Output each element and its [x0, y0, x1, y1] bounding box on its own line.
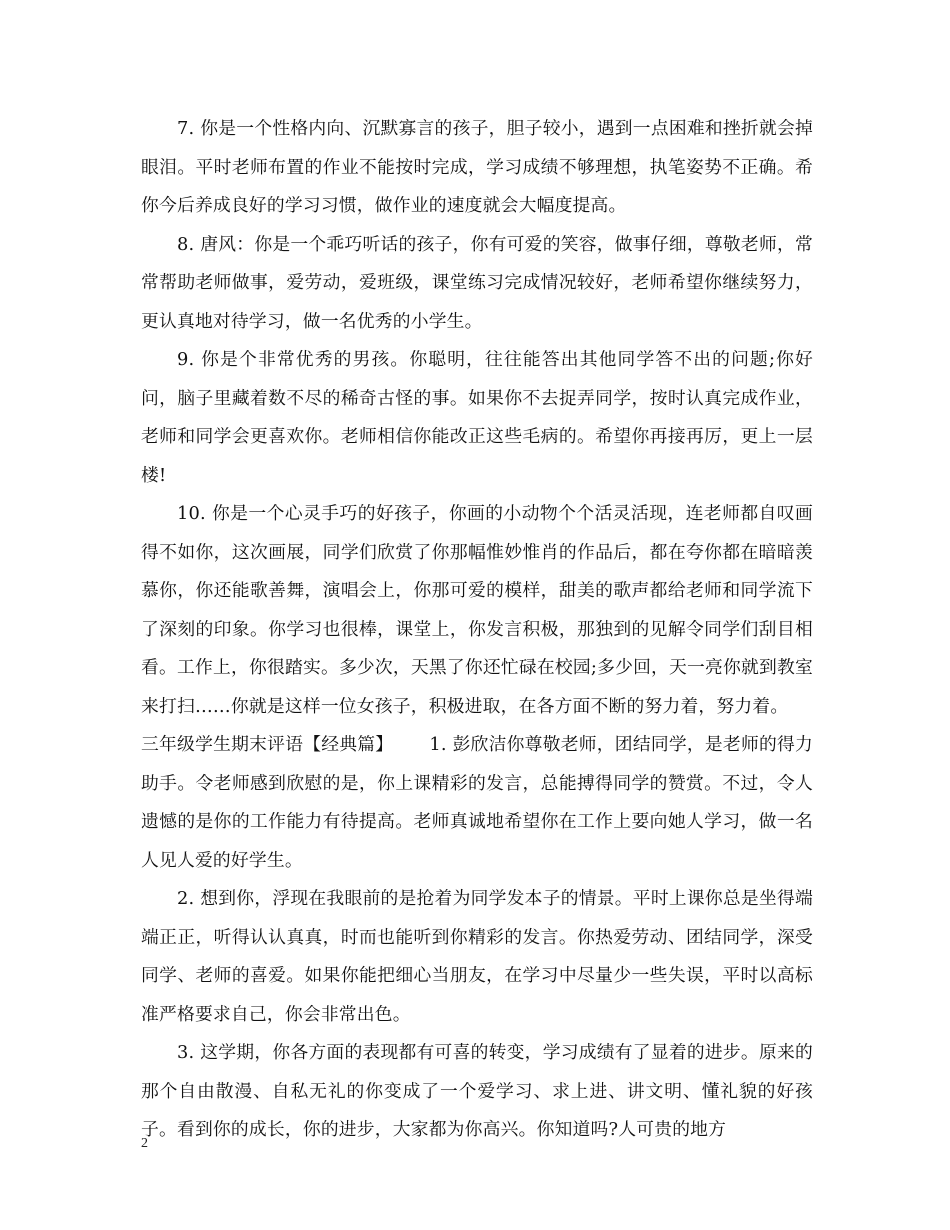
paragraph-8: 8. 唐风：你是一个乖巧听话的孩子，你有可爱的笑容，做事仔细，尊敬老师，常常帮助老师做事，爱劳动，爱班级，课堂练习完成情况较好，老师希望你继续努力，更认真地对待学习，做一名优秀的小学生。 — [141, 233, 813, 332]
section-heading: 三年级学生期末评语【经典篇】 — [141, 734, 394, 755]
paragraph-10: 10. 你是一个心灵手巧的好孩子，你画的小动物个个活灵活现，连老师都自叹画得不如你，这次画展，同学们欣赏了你那幅惟妙惟肖的作品后，都在夸你都在暗暗羡慕你，你还能歌善舞，演唱会上，你那可爱的模样，甜美的歌声都给老师和同学流下了深刻的印象。你学习也很棒，课堂上，你发言积极，那独到的见解令同学们刮目相看。工作上，你很踏实。多少次，天黑了你还忙碌在校园;多少回，天一亮你就到教室来打扫……你就是这样一位女孩子，积极进取，在各方面不断的努力着，努力着。 — [141, 503, 813, 717]
paragraph-9: 9. 你是个非常优秀的男孩。你聪明，往往能答出其他同学答不出的问题;你好问，脑子里藏着数不尽的稀奇古怪的事。如果你不去捉弄同学，按时认真完成作业，老师和同学会更喜欢你。老师相信你能改正这些毛病的。希望你再接再厉，更上一层楼! — [141, 349, 813, 486]
paragraph-7: 7. 你是一个性格内向、沉默寡言的孩子，胆子较小，遇到一点困难和挫折就会掉眼泪。平时老师布置的作业不能按时完成，学习成绩不够理想，执笔姿势不正确。希你今后养成良好的学习习惯，做作业的速度就会大幅度提高。 — [141, 118, 813, 216]
section-paragraph — [141, 726, 813, 880]
paragraph-section-2: 2. 想到你，浮现在我眼前的是抢着为同学发本子的情景。平时上课你总是坐得端端正正，听得认认真真，时而也能听到你精彩的发言。你热爱劳动、团结同学，深受同学、老师的喜爱。如果你能把细心当朋友，在学习中尽量少一些失误，平时以高标准严格要求自己，你会非常出色。 — [141, 888, 813, 1025]
page-number: 2 — [141, 1136, 148, 1151]
paragraph-section-3: 3. 这学期，你各方面的表现都有可喜的转变，学习成绩有了显着的进步。原来的那个自由散漫、自私无礼的你变成了一个爱学习、求上进、讲文明、懂礼貌的好孩子。看到你的成长，你的进步，大家都为你高兴。你知道吗?人可贵的地方 — [141, 1042, 813, 1140]
section-item-1: 1. 彭欣洁你尊敬老师，团结同学，是老师的得力助手。令老师感到欣慰的是，你上课精彩的发言，总能搏得同学的赞赏。不过，令人遗憾的是你的工作能力有待提高。老师真诚地希望你在工作上要向她人学习，做一名人见人爱的好学生。 — [141, 734, 813, 871]
document-body — [141, 110, 813, 1150]
